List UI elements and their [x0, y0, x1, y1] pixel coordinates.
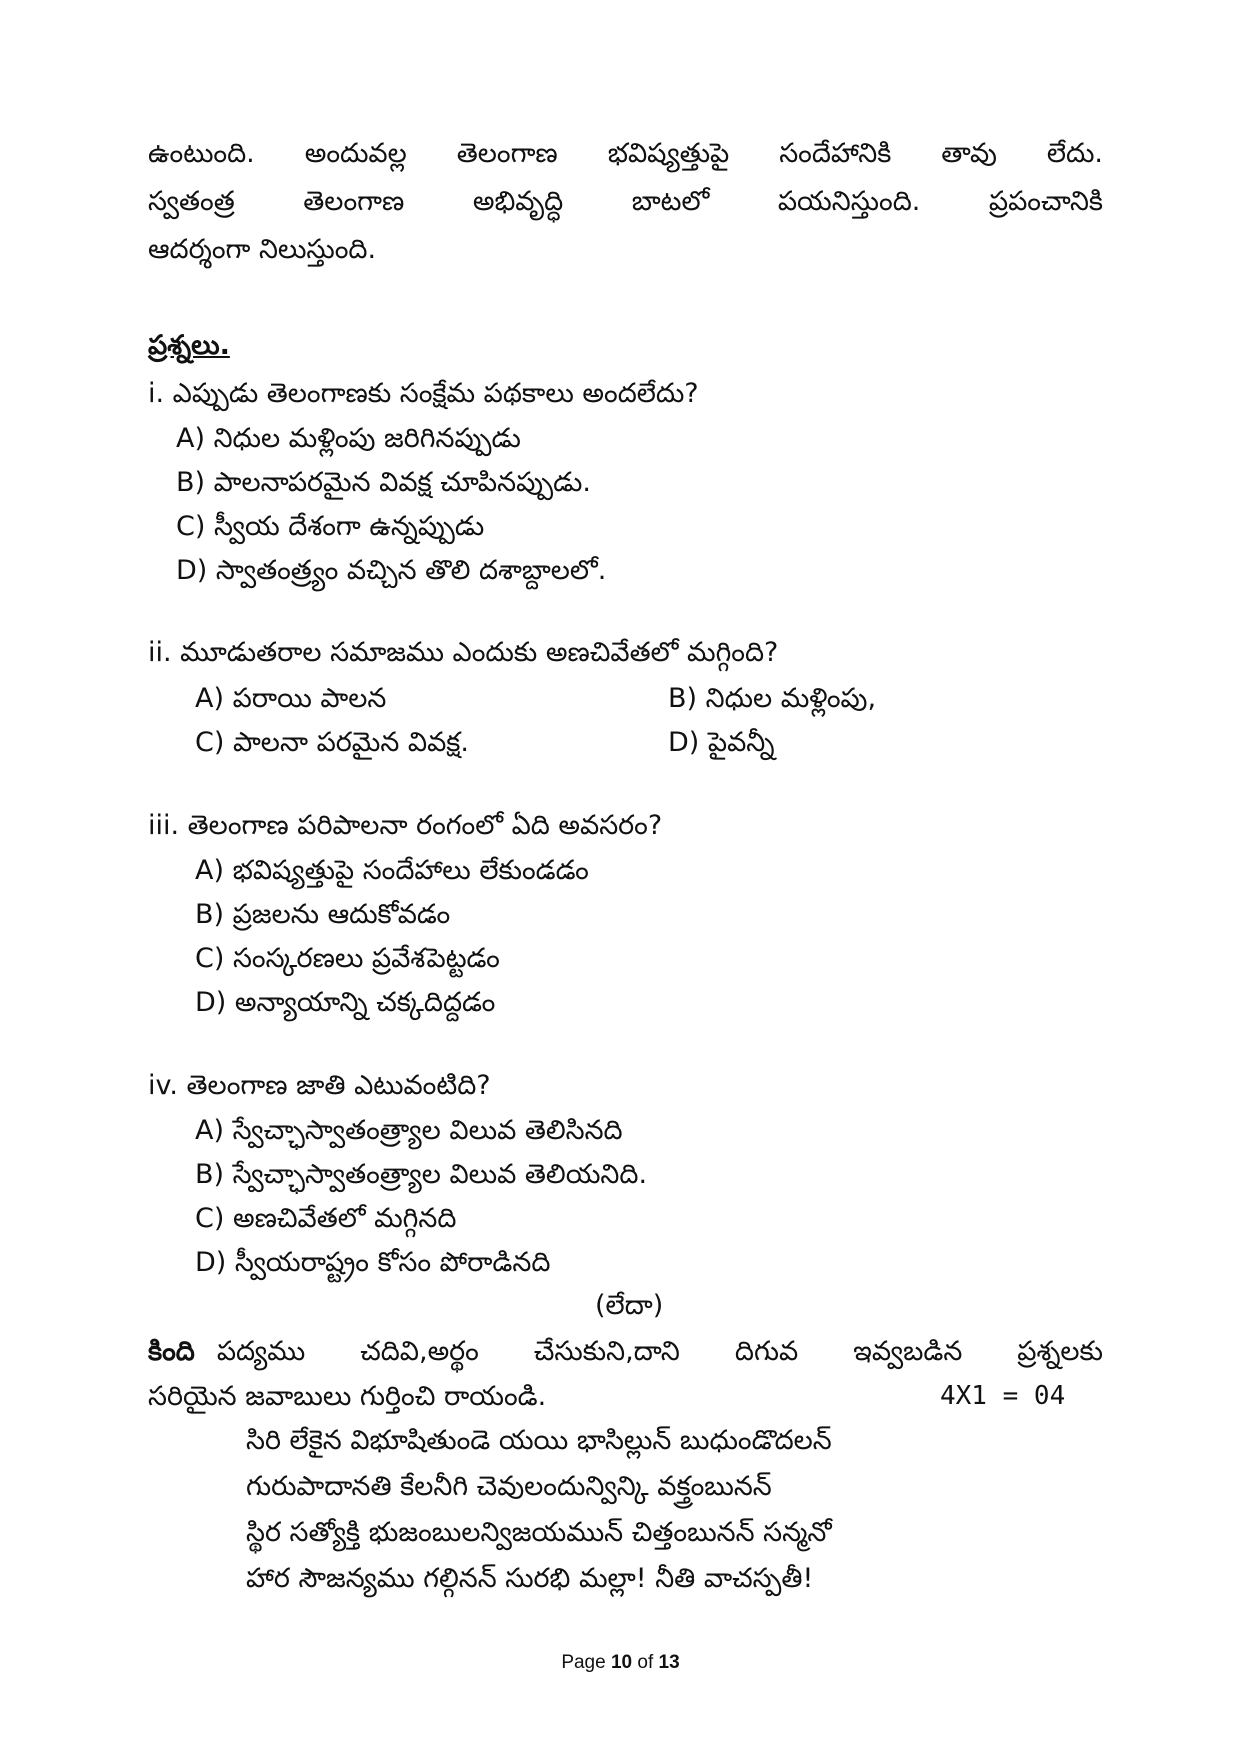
intro-line: ఆదర్శంగా నిలుస్తుంది.: [148, 234, 377, 265]
q2-option-c: C) పాలనా పరమైన వివక్ష.: [195, 727, 469, 758]
questions-heading: ప్రశ్నలు.: [148, 330, 230, 361]
intro-line: స్వతంత్ర తెలంగాణ అభివృద్ధి బాటలో పయనిస్తుంది. ప్రపంచానికి: [148, 186, 1103, 217]
q1-option-b: B) పాలనాపరమైన వివక్ష చూపినప్పుడు.: [176, 467, 591, 498]
q3-option-b: B) ప్రజలను ఆదుకోవడం: [195, 899, 451, 930]
intro-line: ఉంటుంది. అందువల్ల తెలంగాణ భవిష్యత్తుపై సందేహానికి తావు లేదు.: [148, 138, 1103, 169]
instruction-line-2: సరియైన జవాబులు గుర్తించి రాయండి.: [148, 1381, 547, 1412]
footer-total-pages: 13: [658, 1652, 680, 1673]
poem-line-3: స్థిర సత్యోక్తి భుజంబులన్విజయమున్ చిత్తంబునన్ సన్మనో: [246, 1517, 832, 1548]
q1-option-d: D) స్వాతంత్ర్యం వచ్చిన తొలి దశాబ్దాలలో.: [176, 555, 607, 586]
or-label: (లేదా): [595, 1290, 664, 1321]
instruction-line-1: [148, 1336, 1103, 1374]
q4-option-a: A) స్వేచ్ఛాస్వాతంత్ర్యాల విలువ తెలిసినది: [195, 1115, 623, 1146]
q1-option-c: C) స్వీయ దేశంగా ఉన్నప్పుడు: [176, 511, 485, 542]
question-3: iii. తెలంగాణ పరిపాలనా రంగంలో ఏది అవసరం?: [148, 810, 663, 841]
q4-option-c: C) అణచివేతలో మగ్గినది: [195, 1203, 457, 1234]
question-2: ii. మూడుతరాల సమాజము ఎందుకు అణచివేతలో మగ్గింది?: [148, 637, 779, 668]
q2-option-b: B) నిధుల మళ్లింపు,: [668, 683, 877, 714]
q3-option-d: D) అన్యాయాన్ని చక్కదిద్దడం: [195, 987, 496, 1018]
poem-line-2: గురుపాదానతి కేలనీగి చెవులందున్విన్కి వక్త్రంబునన్: [246, 1471, 772, 1502]
q3-option-c: C) సంస్కరణలు ప్రవేశపెట్టడం: [195, 943, 500, 974]
instruction-bold-word: కింది: [148, 1336, 195, 1367]
q2-option-d: D) పైవన్నీ: [668, 727, 775, 758]
q4-option-d: D) స్వీయరాష్ట్రం కోసం పోరాడినది: [195, 1247, 551, 1278]
q4-option-b: B) స్వేచ్ఛాస్వాతంత్ర్యాల విలువ తెలియనిది.: [195, 1159, 648, 1190]
intro-paragraph: [148, 130, 1103, 274]
marks-label: 4X1 = 04: [940, 1381, 1066, 1411]
question-4: iv. తెలంగాణ జాతి ఎటువంటిది?: [148, 1070, 491, 1101]
footer-of: of: [637, 1652, 654, 1673]
q3-option-a: A) భవిష్యత్తుపై సందేహాలు లేకుండడం: [195, 855, 589, 886]
footer-current-page: 10: [610, 1652, 633, 1673]
instruction-text: పద్యము చదివి,అర్థం చేసుకుని,దాని దిగువ ఇవ్వబడిన ప్రశ్నలకు: [216, 1336, 1103, 1367]
q2-option-a: A) పరాయి పాలన: [195, 683, 387, 714]
page-footer: [0, 1652, 1241, 1674]
poem-line-1: సిరి లేకైన విభూషితుండె యయి భాసిల్లున్ బుధుండొదలన్: [246, 1425, 832, 1456]
question-1: i. ఎప్పుడు తెలంగాణకు సంక్షేమ పథకాలు అందలేదు?: [148, 378, 699, 409]
footer-prefix: Page: [561, 1652, 606, 1673]
poem-line-4: హార సౌజన్యము గల్గినన్ సురభి మల్లా! నీతి వాచస్పతీ!: [246, 1563, 814, 1594]
q1-option-a: A) నిధుల మళ్లింపు జరిగినప్పుడు: [176, 423, 521, 454]
